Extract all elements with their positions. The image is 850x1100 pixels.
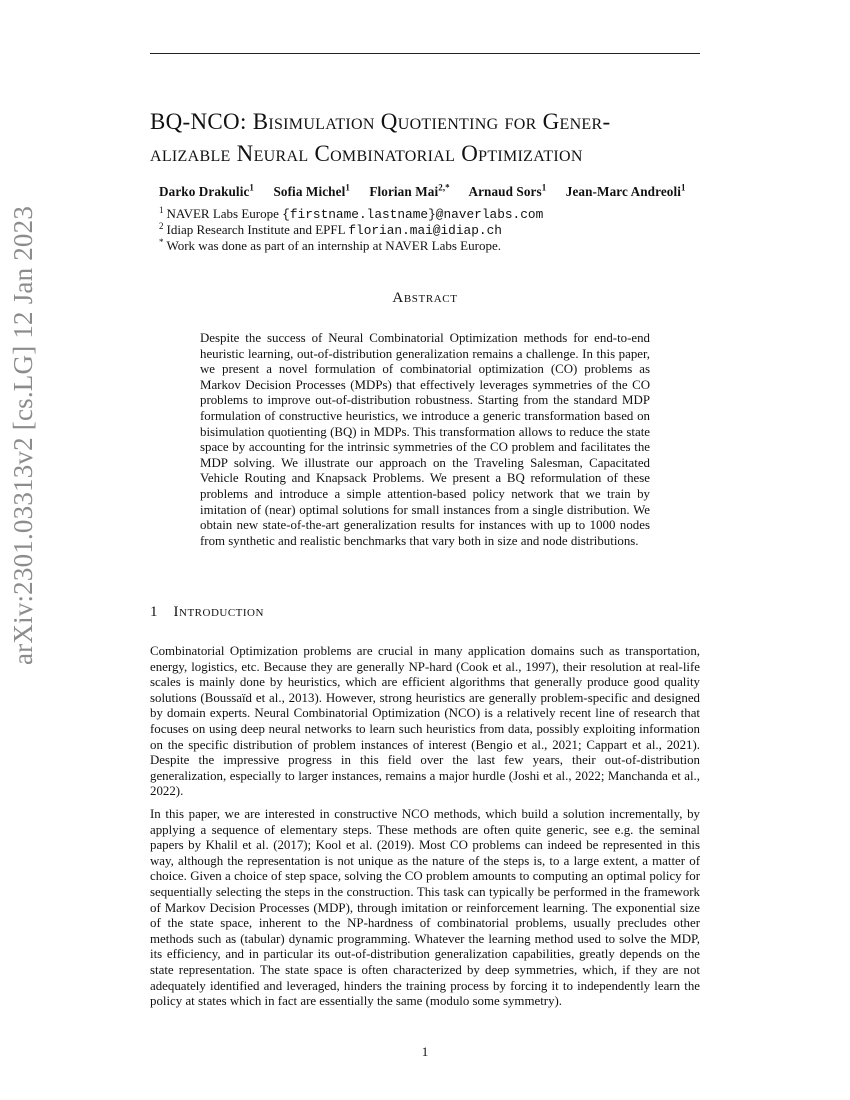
author: Arnaud Sors$^1$ <box>468 182 547 199</box>
abstract-body: Despite the success of Neural Combinatorial Optimization methods for end-to-end heuristic learning, out-of-distribution generalization remains a challenge. In this paper, we present a novel formulation of combinatorial optimization (CO) problems as Markov Decision Processes (MDPs) that effectively leverages symmetries of the CO problems to improve out-of-distribution robustness. Starting from the standard MDP formulation of constructive heuristics, we introduce a generic transformation based on bisimulation quotienting (BQ) in MDPs. This transformation allows to reduce the state space by accounting for the intrinsic symmetries of the CO problem and facilitates the MDP solving. We illustrate our approach on the Traveling Salesman, Capacitated Vehicle Routing and Knapsack Problems. We present a BQ reformulation of these problems and introduce a simple attention-based policy network that we train by imitation of (near) optimal solutions for small instances from a single distribution. We obtain new state-of-the-art generalization results for instances with up to 1000 nodes from synthetic and realistic benchmarks that vary both in size and node distributions. <box>200 331 650 548</box>
title-line-2: alizable Neural Combinatorial Optimization <box>150 141 583 166</box>
paragraph: Combinatorial Optimization problems are crucial in many application domains such as transportation, energy, logistics, etc. Because they are generally NP-hard (Cook et al., 1997), their resolution at real-life scales is mainly done by heuristics, which are efficient algorithms that generally produce good quality solutions (Boussaïd et al., 2013). However, strong heuristics are generally problem-specific and designed by domain experts. Neural Combinatorial Optimization (NCO) is a relatively recent line of research that focuses on using deep neural networks to learn such heuristics from data, possibly exploiting information on the specific distribution of problem instances of interest (Bengio et al., 2021; Cappart et al., 2021). Despite the impressive progress in this field over the last few years, their out-of-distribution generalization, especially to larger instances, remains a major hurdle (Joshi et al., 2022; Manchanda et al., 2022). <box>150 644 700 799</box>
email: florian.mai@idiap.ch <box>348 223 502 238</box>
top-rule <box>150 53 700 54</box>
affiliation-footnote: * Work was done as part of an internship at NAVER Labs Europe. <box>159 236 501 253</box>
page-number: 1 <box>421 1044 429 1059</box>
abstract-heading: Abstract <box>392 290 458 306</box>
section-number: 1 <box>150 604 158 620</box>
arxiv-id-text: arXiv:2301.03313v2 [cs.LG] 12 Jan 2023 <box>8 205 38 665</box>
section-title: Introduction <box>173 604 264 620</box>
author: Jean-Marc Andreoli$^1$ <box>565 182 686 199</box>
email: {firstname.lastname}@naverlabs.com <box>282 207 544 222</box>
author: Sofia Michel$^1$ <box>273 182 350 199</box>
author-list <box>159 184 686 200</box>
section-heading <box>150 604 264 621</box>
paragraph: In this paper, we are interested in constructive NCO methods, which build a solution incrementally, by applying a sequence of elementary steps. These methods are often quite generic, see e.g. the seminal papers by Khalil et al. (2017); Kool et al. (2019). Most CO problems can indeed be represented in this way, although the representation is not unique as the nature of the steps is, to a large extent, a matter of choice. Given a choice of step space, solving the CO problem amounts to computing an optimal policy for sequentially selecting the steps in the construction. This task can typically be performed in the framework of Markov Decision Processes (MDP), through imitation or reinforcement learning. The exponential size of the state space, inherent to the NP-hardness of combinatorial problems, usually precludes other methods such as (tabular) dynamic programming. Whatever the learning method used to solve the MDP, its efficiency, and in particular its out-of-distribution generalization capabilities, greatly depends on the state representation. The state space is often characterized by deep symmetries, which, if they are not adequately identified and leveraged, hinders the training process by forcing it to independently learn the policy at states which in fact are essentially the same (modulo some symmetry). <box>150 807 700 1009</box>
affiliation: $^1$ NAVER Labs Europe {firstname.lastname}@naverlabs.com <box>159 204 544 222</box>
paper-title <box>150 106 710 170</box>
author: Darko Drakulic$^1$ <box>159 182 255 199</box>
title-line-1: BQ-NCO: Bisimulation Quotienting for Gener- <box>150 109 611 134</box>
affiliation: $^2$ Idiap Research Institute and EPFL florian.mai@idiap.ch <box>159 220 502 238</box>
author: Florian Mai$^{2,*}$ <box>369 182 450 199</box>
